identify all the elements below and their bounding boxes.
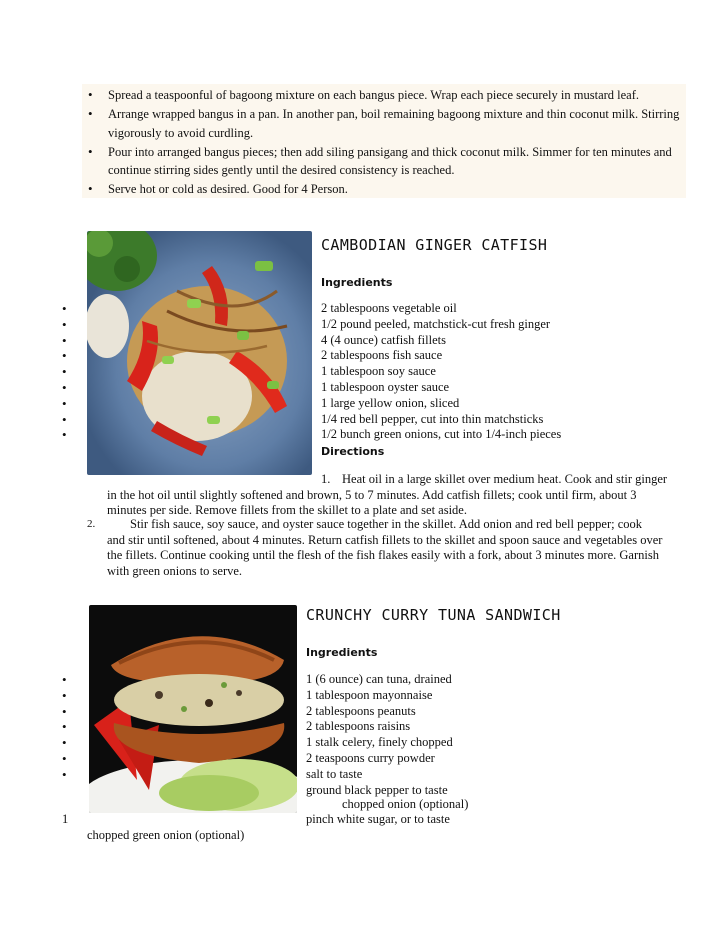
bullet-marker: • [62, 364, 67, 380]
list-item: 1 (6 ounce) can tuna, drained [306, 672, 452, 686]
list-item: 1 tablespoon mayonnaise [306, 687, 433, 702]
bullet-marker: • [62, 316, 67, 332]
step-text: and stir until softened, about 4 minutes. Return catfish fillets to the skillet and spoon sauce and vegetables over the fillets. Continue cooking until the flesh of the fish flakes easily with a fork, about 3 minutes more. Garnish with green onions to serve. [107, 533, 663, 578]
ingredient-text: chopped onion (optional) [342, 797, 469, 811]
bullet-marker: • [62, 687, 67, 703]
list-item: • Pour into arranged bangus pieces; then add siling pansigang and thick coconut milk. Simmer for ten minutes and continue stirring sides gently until the desired consistency is reached. [82, 143, 682, 180]
bullet-marker: • [62, 395, 67, 411]
list-item: 1 tablespoon soy sauce [321, 364, 436, 379]
list-item: 1/4 red bell pepper, cut into thin matchsticks [321, 411, 544, 426]
list-item: 1/2 bunch green onions, cut into 1/4-inch pieces [321, 427, 562, 442]
step-number: 1. [321, 472, 331, 486]
bullet-marker: • [62, 332, 67, 348]
step-text: Heat oil in a large skillet over medium heat. Cook and stir ginger [342, 472, 668, 486]
recipe-title: CAMBODIAN GINGER CATFISH [321, 236, 548, 254]
ingredients-heading: Ingredients [306, 646, 378, 659]
list-item: 2 tablespoons peanuts [306, 703, 416, 718]
step-text: in the hot oil until slightly softened and brown, 5 to 7 minutes. Add catfish fillets; cook until firm, about 3 minutes per side. Remove fillets from the skillet to a plate and set aside. [107, 488, 637, 518]
bullet-marker: • [62, 379, 67, 395]
ingredients-list [306, 672, 453, 798]
list-item: 2 tablespoons vegetable oil [321, 301, 457, 315]
bullet-marker: • [62, 427, 67, 443]
ingredient-bullets [62, 301, 67, 443]
bullet-marker: • [62, 703, 67, 719]
bullet-marker: • [62, 750, 67, 766]
bullet-marker: • [62, 348, 67, 364]
bullet-marker: • [62, 301, 67, 316]
list-item: 1/2 pound peeled, matchstick-cut fresh ginger [321, 316, 551, 331]
list-item: salt to taste [306, 766, 363, 781]
bullet-marker: • [62, 735, 67, 751]
bullet-marker: • [62, 766, 67, 782]
list-item: 1 tablespoon oyster sauce [321, 379, 450, 394]
ingredient-text: chopped green onion (optional) [87, 828, 245, 842]
step-text: Stir fish sauce, soy sauce, and oyster sauce together in the skillet. Add onion and red bell pepper; cook [130, 517, 643, 531]
list-item: 2 tablespoons fish sauce [321, 348, 443, 363]
list-item: • Serve hot or cold as desired. Good for 4 Person. [82, 180, 682, 199]
bullet-marker: • [62, 411, 67, 427]
ingredients-heading: Ingredients [321, 276, 393, 289]
list-item: 2 teaspoons curry powder [306, 750, 435, 765]
list-item: 1 stalk celery, finely chopped [306, 735, 453, 750]
list-item: ground black pepper to taste [306, 782, 448, 797]
list-item: 2 tablespoons raisins [306, 719, 411, 734]
list-item: 4 (4 ounce) catfish fillets [321, 332, 446, 347]
directions-heading: Directions [321, 445, 385, 458]
tuna-sandwich-photo [89, 605, 297, 813]
list-item: • Spread a teaspoonful of bagoong mixture on each bangus piece. Wrap each piece securely in mustard leaf. [82, 86, 682, 105]
catfish-photo [87, 231, 312, 475]
list-item: 1 large yellow onion, sliced [321, 395, 460, 410]
recipe-title: CRUNCHY CURRY TUNA SANDWICH [306, 606, 561, 624]
ingredient-bullets [62, 672, 67, 783]
top-steps-list [82, 86, 682, 199]
list-item: • Arrange wrapped bangus in a pan. In another pan, boil remaining bagoong mixture and thin coconut milk. Stirring vigorously to avoid curdling. [82, 105, 682, 142]
bullet-marker: • [62, 719, 67, 735]
ingredient-text: pinch white sugar, or to taste [306, 812, 450, 826]
ingredients-list [321, 301, 561, 443]
footnote-number: 1 [62, 812, 69, 826]
step-number: 2. [87, 518, 96, 530]
bullet-marker: • [62, 672, 67, 687]
